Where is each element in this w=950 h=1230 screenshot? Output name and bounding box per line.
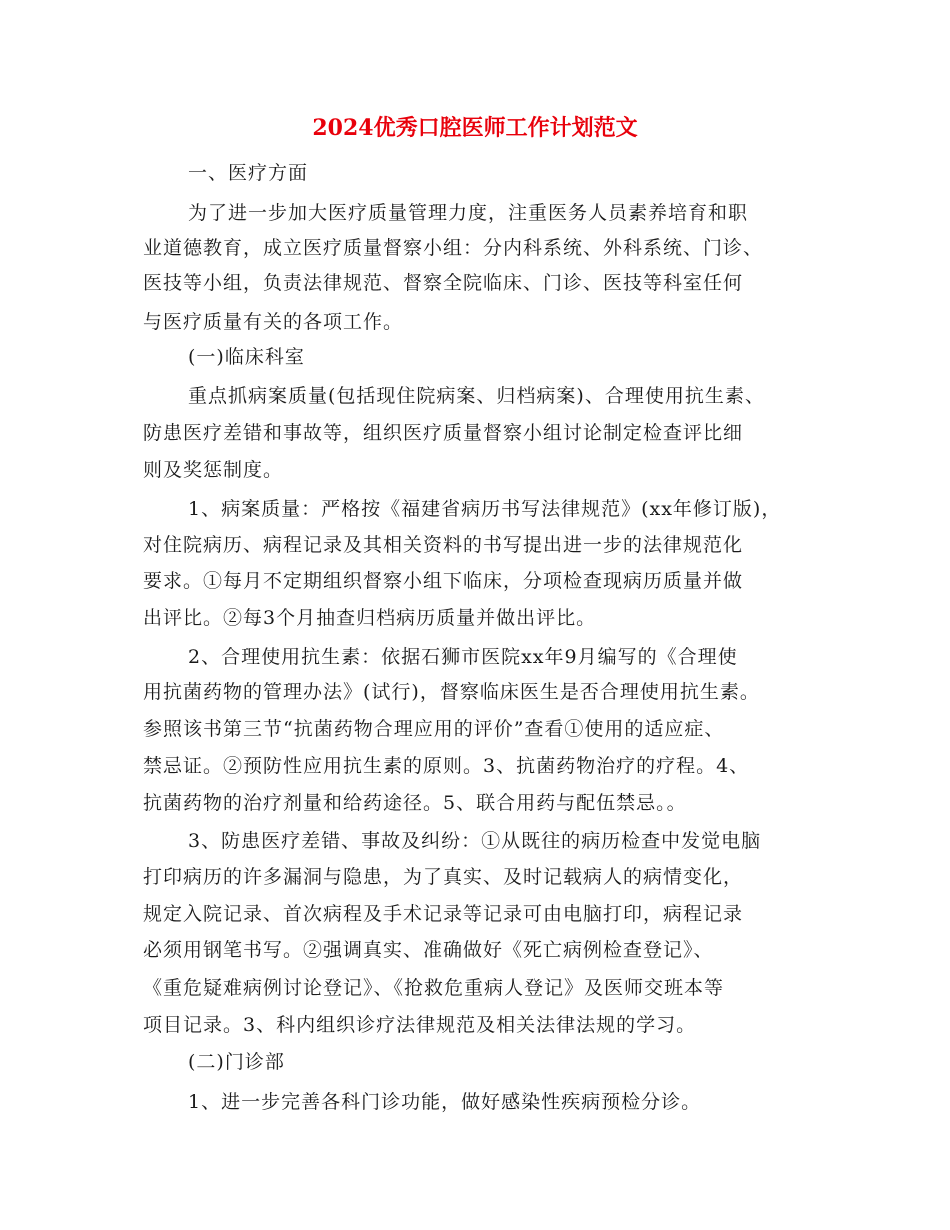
paragraph-line: 与医疗质量有关的各项工作。	[143, 311, 404, 333]
paragraph-line: 用抗菌药物的管理办法》(试行)，督察临床医生是否合理使用抗生素。	[143, 681, 760, 703]
paragraph-line: 防患医疗差错和事故等，组织医疗质量督察小组讨论制定检查评比细	[143, 422, 744, 444]
paragraph-line: 为了进一步加大医疗质量管理力度，注重医务人员素养培育和职	[188, 202, 749, 224]
document-title: 2024优秀口腔医师工作计划范文	[312, 115, 638, 141]
paragraph-line: 《重危疑难病例讨论登记》、《抢救危重病人登记》及医师交班本等	[143, 977, 725, 999]
paragraph-line: 1、进一步完善各科门诊功能，做好感染性疾病预检分诊。	[188, 1091, 702, 1113]
paragraph-line: 则及奖惩制度。	[143, 459, 284, 481]
paragraph-line: 对住院病历、病程记录及其相关资料的书写提出进一步的法律规范化	[143, 534, 744, 556]
paragraph-line: 规定入院记录、首次病程及手术记录等记录可由电脑打印，病程记录	[143, 903, 744, 925]
paragraph-line: 重点抓病案质量(包括现住院病案、归档病案)、合理使用抗生素、	[188, 385, 765, 407]
paragraph-line: 3、防患医疗差错、事故及纠纷：①从既往的病历检查中发觉电脑	[188, 830, 762, 852]
subsection-heading-outpatient: (二)门诊部	[188, 1051, 285, 1073]
subsection-heading-clinical: (一)临床科室	[188, 346, 305, 368]
paragraph-line: 必须用钢笔书写。②强调真实、准确做好《死亡病例检查登记》、	[143, 939, 714, 961]
paragraph-line: 参照该书第三节“抗菌药物合理应用的评价”查看①使用的适应症、	[143, 718, 725, 740]
paragraph-line: 1、病案质量：严格按《福建省病历书写法律规范》(xx年修订版)，	[188, 498, 782, 520]
paragraph-line: 抗菌药物的治疗剂量和给药途径。5、联合用药与配伍禁忌。。	[143, 792, 687, 814]
paragraph-line: 打印病历的许多漏洞与隐患，为了真实、及时记载病人的病情变化，	[143, 866, 744, 888]
paragraph-line: 禁忌证。②预防性应用抗生素的原则。3、抗菌药物治疗的疗程。4、	[143, 755, 750, 777]
paragraph-line: 项目记录。3、科内组织诊疗法律规范及相关法律法规的学习。	[143, 1014, 697, 1036]
paragraph-line: 要求。①每月不定期组织督察小组下临床，分项检查现病历质量并做	[143, 570, 744, 592]
paragraph-line: 2、合理使用抗生素：依据石狮市医院xx年9月编写的《合理使	[188, 646, 738, 668]
paragraph-line: 医技等小组，负责法律规范、督察全院临床、门诊、医技等科室任何	[143, 272, 744, 294]
paragraph-line: 出评比。②每3个月抽查归档病历质量并做出评比。	[143, 607, 597, 629]
section-heading-medical: 一、医疗方面	[188, 162, 309, 184]
paragraph-line: 业道德教育，成立医疗质量督察小组：分内科系统、外科系统、门诊、	[143, 237, 764, 259]
